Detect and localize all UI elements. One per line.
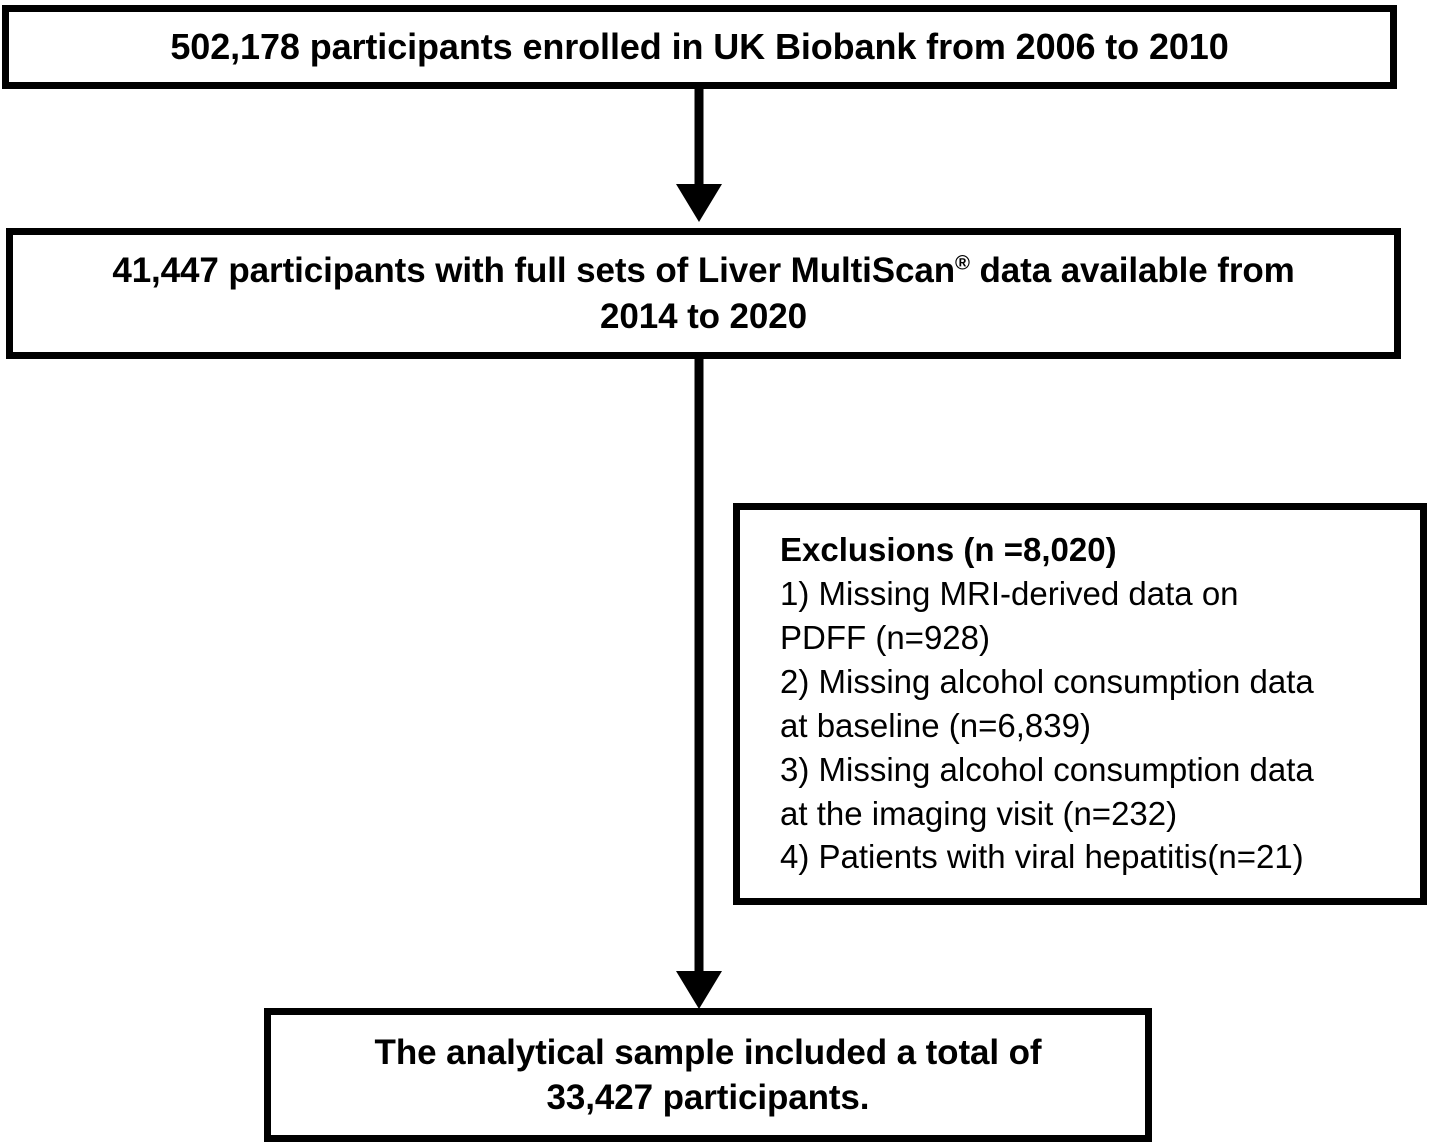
box-enrolled-participants <box>2 5 1397 89</box>
box-full-liver-multiscan-data <box>6 228 1401 359</box>
exclusions-item: 1) Missing MRI-derived data on <box>780 575 1239 613</box>
box-analytical-text <box>361 1030 1056 1121</box>
box-fullsets-line2: 2014 to 2020 <box>599 296 807 336</box>
registered-trademark-icon: ® <box>955 252 970 275</box>
exclusions-item: at baseline (n=6,839) <box>780 706 1091 744</box>
exclusions-item: 4) Patients with viral hepatitis(n=21) <box>780 838 1304 876</box>
arrow-head-icon <box>676 184 722 222</box>
box-fullsets-line1-before-reg: 41,447 participants with full sets of Liver MultiScan <box>112 251 956 290</box>
box-fullsets-text <box>62 248 1344 339</box>
box-fullsets-line1-after-reg: data available from <box>969 251 1295 290</box>
arrow-fullsets-to-analytical <box>676 359 722 1009</box>
arrow-stem <box>695 89 704 185</box>
box-exclusions <box>733 503 1427 905</box>
exclusions-item: 2) Missing alcohol consumption data <box>780 662 1314 700</box>
box-enrolled-text: 502,178 participants enrolled in UK Biobank from 2006 to 2010 <box>170 25 1229 67</box>
arrow-enrolled-to-fullsets <box>676 89 722 222</box>
arrow-head-icon <box>676 971 722 1009</box>
exclusions-item: at the imaging visit (n=232) <box>780 794 1178 832</box>
box-analytical-line2: 33,427 participants. <box>546 1078 870 1117</box>
arrow-stem <box>695 359 704 972</box>
box-analytical-line1: The analytical sample included a total of <box>374 1032 1042 1072</box>
box-analytical-sample <box>264 1008 1152 1142</box>
exclusions-item: PDFF (n=928) <box>780 619 990 657</box>
exclusions-title: Exclusions (n =8,020) <box>780 531 1117 568</box>
exclusions-item: 3) Missing alcohol consumption data <box>780 750 1314 788</box>
